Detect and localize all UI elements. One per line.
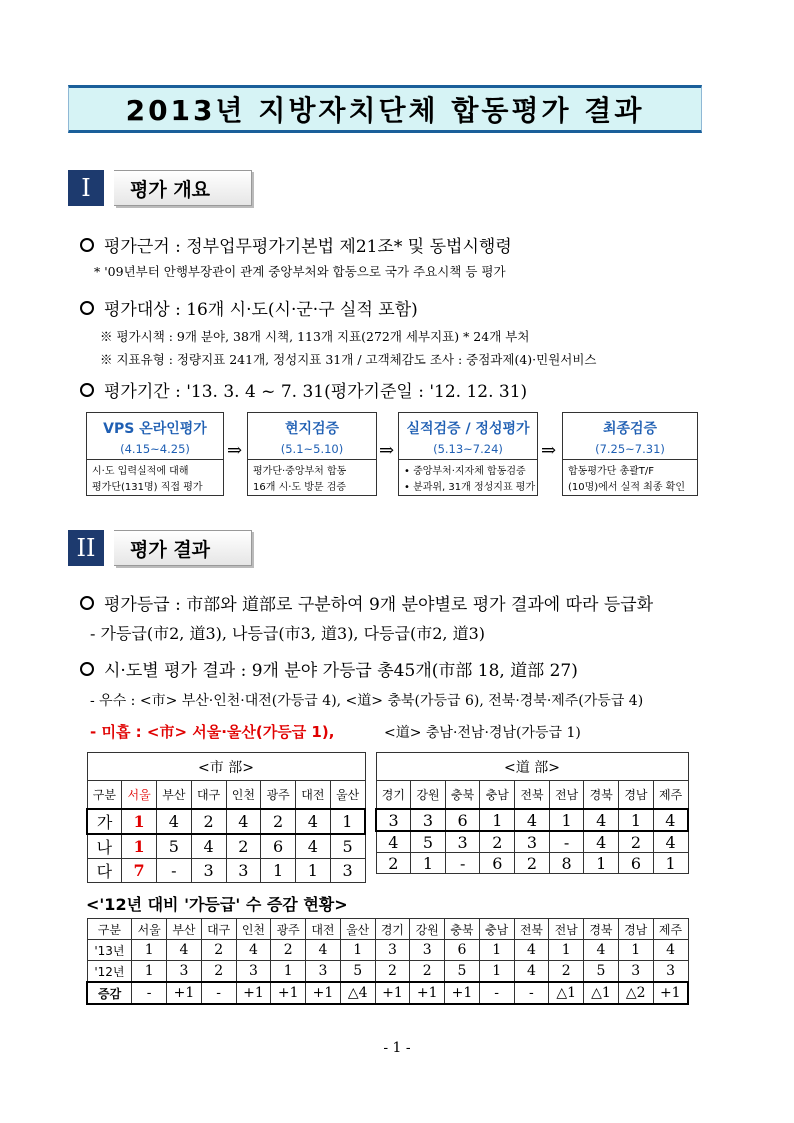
basis-text: 평가근거 : 정부업무평가기본법 제21조* 및 동법시행령: [104, 237, 512, 257]
table-cell: 3: [167, 961, 202, 983]
table-cell: △1: [584, 982, 619, 1004]
table-cell: 4: [584, 809, 619, 831]
result-poor-line: [90, 721, 581, 742]
section-1-label: 평가 개요: [114, 170, 252, 206]
table-cell: 4: [515, 809, 550, 831]
province-table-caption: <道 部>: [376, 753, 688, 781]
row-label: 다: [87, 859, 122, 883]
city-table-caption: <市 部>: [87, 753, 365, 781]
table-cell: 3: [376, 809, 411, 831]
table-header: 경기: [376, 781, 411, 810]
section-1-number: I: [68, 170, 104, 206]
table-cell: 2: [376, 853, 411, 874]
table-header: 경남: [618, 919, 653, 940]
table-header: 충북: [445, 781, 480, 810]
title-box: [68, 85, 702, 133]
table-cell: +1: [410, 982, 445, 1004]
table-cell: 2: [375, 961, 410, 983]
flow-step-desc: 16개 시·도 방문 검증: [253, 482, 347, 493]
row-label: 나: [87, 834, 122, 859]
flow-step-4: [562, 412, 698, 496]
table-header: 광주: [261, 781, 296, 810]
table-header: 울산: [340, 919, 375, 940]
table-cell: 4: [191, 834, 226, 859]
table-cell: 3: [375, 940, 410, 961]
table-header: 경기: [375, 919, 410, 940]
table-cell: -: [157, 859, 192, 883]
result-line: [80, 656, 578, 681]
table-cell: 1: [261, 859, 296, 883]
table-cell: 5: [445, 961, 480, 983]
table-header: 울산: [330, 781, 365, 810]
row-label: 가: [87, 809, 122, 834]
table-header: 전남: [549, 919, 584, 940]
table-cell: 1: [549, 809, 584, 831]
table-cell: 2: [410, 961, 445, 983]
compare-title: <'12년 대비 '가등급' 수 증감 현황>: [86, 895, 348, 914]
table-cell: 4: [584, 831, 619, 853]
table-cell: 1: [479, 961, 514, 983]
flow-step-desc: 합동평가단 총괄T/F: [568, 466, 655, 477]
row-label: 증감: [87, 982, 132, 1004]
table-cell: 1: [122, 809, 157, 834]
arrow-icon: ⇒: [541, 440, 557, 461]
table-cell: 5: [411, 831, 446, 853]
table-header: 인천: [236, 919, 271, 940]
table-cell: 3: [330, 859, 365, 883]
table-header: 대전: [306, 919, 341, 940]
target-note-2: ※ 지표유형 : 정량지표 241개, 정성지표 31개 / 고객체감도 조사 : 중점과제(4)·민원서비스: [100, 352, 597, 367]
grade-sub: - 가등급(市2, 道3), 나등급(市3, 道3), 다등급(市2, 道3): [90, 624, 485, 643]
table-cell: 7: [122, 859, 157, 883]
table-cell: 6: [619, 853, 654, 874]
table-cell: 3: [411, 809, 446, 831]
flow-step-name: 최종검증: [602, 421, 658, 437]
table-cell: 2: [515, 853, 550, 874]
flow-step-2: [247, 412, 377, 496]
table-cell: +1: [167, 982, 202, 1004]
page-title: 2013년 지방자치단체 합동평가 결과: [125, 94, 645, 127]
table-header: 부산: [167, 919, 202, 940]
table-header: 서울: [122, 781, 157, 810]
circle-bullet-icon: [80, 238, 94, 252]
table-cell: 4: [157, 809, 192, 834]
circle-bullet-icon: [80, 301, 94, 315]
table-cell: 2: [201, 961, 236, 983]
table-cell: 3: [653, 961, 688, 983]
table-cell: 4: [584, 940, 619, 961]
table-cell: 1: [132, 940, 167, 961]
table-cell: 2: [480, 831, 515, 853]
table-cell: △4: [340, 982, 375, 1004]
table-cell: 1: [411, 853, 446, 874]
section-2-number: II: [68, 530, 104, 566]
table-cell: △1: [549, 982, 584, 1004]
result-excellent: - 우수 : <市> 부산·인천·대전(가등급 4), <道> 충북(가등급 6), 전북·경북·제주(가등급 4): [90, 693, 644, 709]
table-header: 강원: [411, 781, 446, 810]
table-cell: 1: [340, 940, 375, 961]
table-cell: 4: [296, 834, 331, 859]
table-cell: -: [201, 982, 236, 1004]
table-cell: -: [514, 982, 549, 1004]
section-2-label: 평가 결과: [114, 530, 252, 566]
basis-note: * '09년부터 안행부장관이 관계 중앙부처와 합동으로 국가 주요시책 등 평가: [94, 264, 506, 279]
table-cell: 1: [653, 853, 688, 874]
table-cell: 3: [515, 831, 550, 853]
flow-step-name: 실적검증 / 정성평가: [406, 421, 530, 437]
table-cell: 4: [167, 940, 202, 961]
flow-step-desc: 시·도 입력실적에 대해: [92, 466, 189, 477]
table-cell: 4: [226, 809, 261, 834]
table-cell: 4: [653, 809, 688, 831]
table-cell: 2: [226, 834, 261, 859]
flow-step-desc: • 분과위, 31개 정성지표 평가: [404, 482, 536, 493]
table-cell: 4: [514, 961, 549, 983]
table-cell: 3: [410, 940, 445, 961]
table-cell: 1: [330, 809, 365, 834]
row-label: '13년: [87, 940, 132, 961]
table-header: 제주: [653, 781, 688, 810]
flow-step-name: 현지검증: [284, 421, 340, 437]
table-cell: 1: [132, 961, 167, 983]
table-cell: 1: [619, 809, 654, 831]
period-text: 평가기간 : '13. 3. 4 ~ 7. 31(평가기준일 : '12. 12. 31): [104, 382, 528, 402]
table-cell: 1: [296, 859, 331, 883]
table-header: 서울: [132, 919, 167, 940]
flow-step-dates: (7.25~7.31): [595, 442, 665, 456]
row-label: '12년: [87, 961, 132, 983]
arrow-icon: ⇒: [227, 440, 243, 461]
section-2-header: [68, 530, 252, 566]
table-header: 제주: [653, 919, 688, 940]
table-cell: 6: [480, 853, 515, 874]
compare-table: [86, 918, 689, 1005]
flow-step-3: [398, 412, 538, 496]
table-header: 구분: [87, 781, 122, 810]
flow-step-name: VPS 온라인평가: [103, 421, 207, 437]
table-cell: 4: [653, 940, 688, 961]
result-poor-province: <道> 충남·전남·경남(가등급 1): [384, 725, 581, 741]
table-header: 대구: [201, 919, 236, 940]
table-cell: 1: [479, 940, 514, 961]
grade-line: [80, 590, 653, 615]
table-header: 구분: [87, 919, 132, 940]
table-cell: 2: [619, 831, 654, 853]
table-header: 경북: [584, 919, 619, 940]
table-cell: 6: [261, 834, 296, 859]
table-cell: 3: [618, 961, 653, 983]
table-cell: +1: [306, 982, 341, 1004]
result-text: 시·도별 평가 결과 : 9개 분야 가등급 총45개(市部 18, 道部 27): [104, 661, 578, 681]
table-cell: 2: [201, 940, 236, 961]
result-poor-city: - 미흡 : <市> 서울·울산(가등급 1),: [90, 723, 335, 741]
table-cell: 4: [306, 940, 341, 961]
target-line: [80, 295, 418, 320]
circle-bullet-icon: [80, 596, 94, 610]
period-line: [80, 377, 527, 402]
table-cell: 8: [549, 853, 584, 874]
province-grade-table: [375, 752, 689, 874]
table-cell: 1: [549, 940, 584, 961]
table-cell: 4: [376, 831, 411, 853]
table-header: 충북: [445, 919, 480, 940]
circle-bullet-icon: [80, 383, 94, 397]
table-header: 충남: [480, 781, 515, 810]
table-cell: 3: [191, 859, 226, 883]
page-number: - 1 -: [383, 1040, 411, 1056]
table-cell: 3: [226, 859, 261, 883]
table-cell: 2: [261, 809, 296, 834]
table-header: 전북: [514, 919, 549, 940]
flow-step-dates: (4.15~4.25): [120, 442, 190, 456]
table-cell: 3: [236, 961, 271, 983]
flow-step-desc: 평가단·중앙부처 합동: [253, 466, 347, 477]
table-header: 강원: [410, 919, 445, 940]
table-cell: -: [479, 982, 514, 1004]
table-cell: 1: [480, 809, 515, 831]
target-text: 평가대상 : 16개 시·도(시·군·구 실적 포함): [104, 300, 418, 320]
table-cell: 1: [271, 961, 306, 983]
arrow-icon: ⇒: [379, 440, 395, 461]
table-cell: 4: [296, 809, 331, 834]
flow-step-desc: 평가단(131명) 직접 평가: [92, 482, 203, 493]
table-header: 인천: [226, 781, 261, 810]
flow-step-1: [86, 412, 224, 496]
flow-step-desc: (10명)에서 실적 최종 확인: [568, 482, 686, 493]
table-cell: 3: [306, 961, 341, 983]
table-cell: 1: [584, 853, 619, 874]
table-header: 부산: [157, 781, 192, 810]
flow-step-dates: (5.1~5.10): [280, 442, 344, 456]
table-cell: 5: [157, 834, 192, 859]
table-header: 대전: [296, 781, 331, 810]
city-grade-table: [86, 752, 366, 883]
table-cell: 5: [584, 961, 619, 983]
section-1-header: [68, 170, 252, 206]
table-header: 전북: [515, 781, 550, 810]
table-cell: 2: [191, 809, 226, 834]
grade-text: 평가등급 : 市部와 道部로 구분하여 9개 분야별로 평가 결과에 따라 등급화: [104, 595, 654, 615]
target-note-1: ※ 평가시책 : 9개 분야, 38개 시책, 113개 지표(272개 세부지표) * 24개 부처: [100, 329, 530, 344]
table-header: 대구: [191, 781, 226, 810]
flow-step-dates: (5.13~7.24): [433, 442, 503, 456]
table-cell: +1: [445, 982, 480, 1004]
table-cell: 5: [330, 834, 365, 859]
circle-bullet-icon: [80, 662, 94, 676]
table-cell: -: [132, 982, 167, 1004]
table-header: 전남: [549, 781, 584, 810]
table-header: 경북: [584, 781, 619, 810]
basis-line: [80, 232, 512, 257]
table-cell: 1: [122, 834, 157, 859]
table-cell: 2: [271, 940, 306, 961]
table-cell: △2: [618, 982, 653, 1004]
table-header: 경남: [619, 781, 654, 810]
table-cell: +1: [236, 982, 271, 1004]
table-header: 광주: [271, 919, 306, 940]
table-cell: +1: [653, 982, 688, 1004]
table-cell: 5: [340, 961, 375, 983]
table-header: 충남: [479, 919, 514, 940]
table-cell: +1: [375, 982, 410, 1004]
table-cell: -: [549, 831, 584, 853]
table-cell: 6: [445, 940, 480, 961]
table-cell: 2: [549, 961, 584, 983]
table-cell: 4: [653, 831, 688, 853]
table-cell: 4: [236, 940, 271, 961]
flow-step-desc: • 중앙부처·지자체 합동검증: [404, 466, 526, 477]
table-cell: 6: [445, 809, 480, 831]
table-cell: +1: [271, 982, 306, 1004]
table-cell: 1: [618, 940, 653, 961]
table-cell: -: [445, 853, 480, 874]
table-cell: 3: [445, 831, 480, 853]
table-cell: 4: [514, 940, 549, 961]
